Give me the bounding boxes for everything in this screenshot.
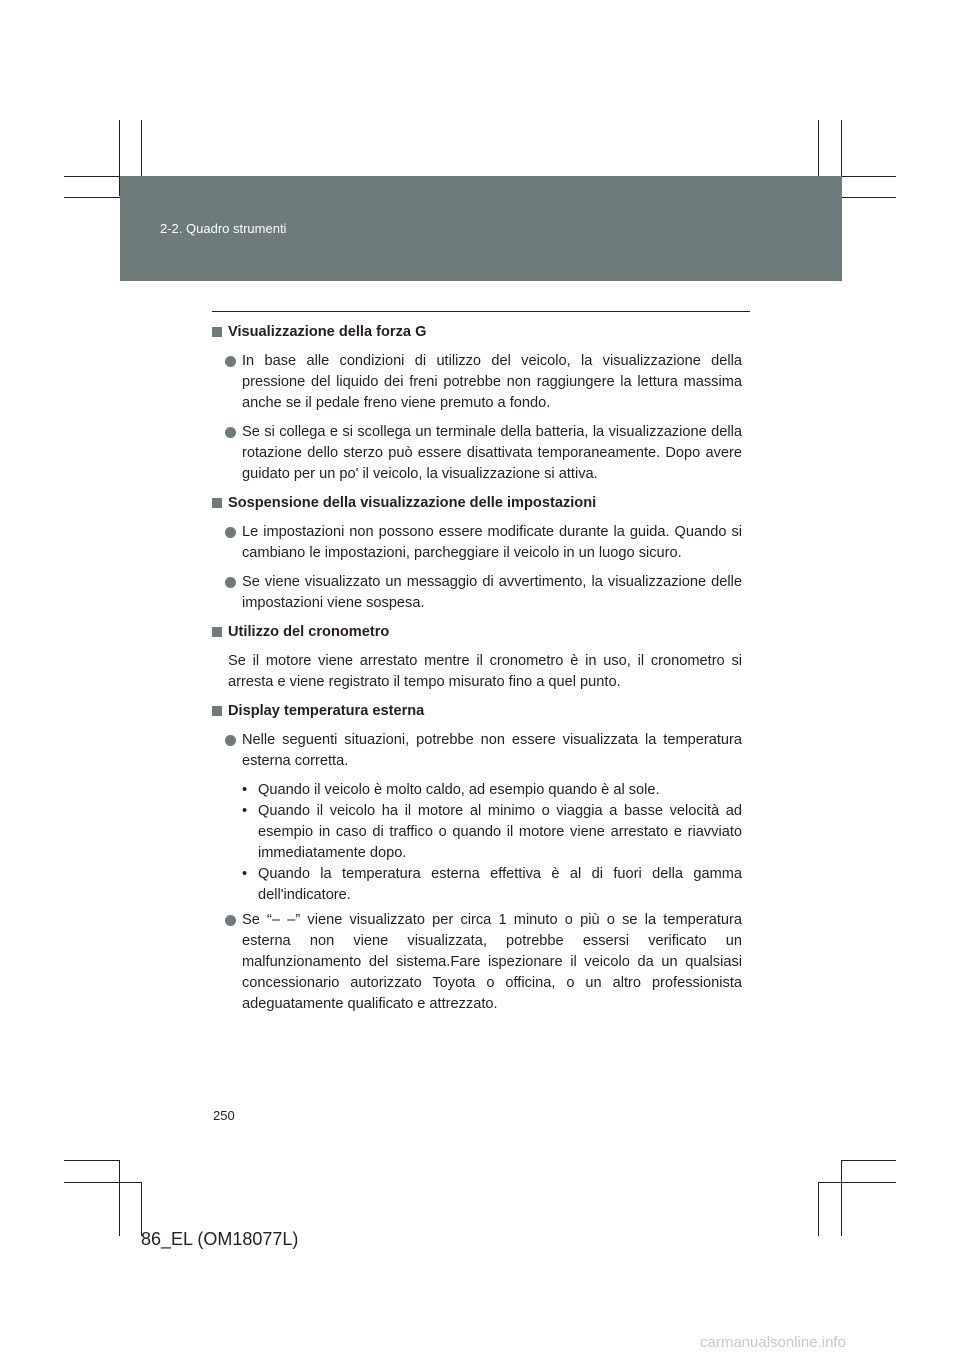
crop-mark: [119, 1160, 120, 1236]
small-dot-icon: •: [242, 803, 248, 819]
small-dot-icon: •: [242, 782, 248, 798]
circle-bullet-icon: [225, 356, 236, 367]
section-heading: [212, 622, 742, 643]
section-heading: [212, 322, 742, 343]
header-rule: [212, 311, 750, 312]
list-item: [212, 801, 742, 864]
bullet-item: [212, 730, 742, 772]
bullet-text: Se “– –” viene visualizzato per circa 1 minuto o più o se la temperatura esterna non viene visualizzata, potrebbe essersi verificato un malfunzionamento del sistema.Fare ispezionare il veicolo da un qualsiasi concessionario autorizzato Toyota o officina, o un altro professionista adeguatamente qualificato e attrezzato.: [242, 912, 742, 1012]
bullet-item: [212, 910, 742, 1015]
square-bullet-icon: [212, 327, 222, 337]
section-heading-text: Utilizzo del cronometro: [228, 624, 390, 640]
crop-mark: [818, 1182, 819, 1236]
section-heading-text: Visualizzazione della forza G: [228, 324, 427, 340]
bullet-text: In base alle condizioni di utilizzo del veicolo, la visualizzazione della pressione del liquido dei freni potrebbe non raggiungere la lettura massima anche se il pedale freno viene premuto a fondo.: [242, 353, 742, 411]
watermark: carmanualsonline.info: [700, 1334, 846, 1351]
crop-mark: [841, 1160, 896, 1161]
square-bullet-icon: [212, 498, 222, 508]
circle-bullet-icon: [225, 427, 236, 438]
list-item: [212, 864, 742, 906]
crop-mark: [64, 1160, 120, 1161]
section-paragraph: Se il motore viene arrestato mentre il cronometro è in uso, il cronometro si arresta e viene registrato il tempo misurato fino a quel punto.: [228, 653, 742, 690]
bullet-item: [212, 522, 742, 564]
crop-mark: [141, 1182, 142, 1236]
list-item-text: Quando la temperatura esterna effettiva è al di fuori della gamma dell'indicatore.: [258, 866, 742, 903]
circle-bullet-icon: [225, 735, 236, 746]
square-bullet-icon: [212, 706, 222, 716]
square-bullet-icon: [212, 627, 222, 637]
bullet-item: [212, 351, 742, 414]
bullet-text: Se viene visualizzato un messaggio di avvertimento, la visualizzazione delle impostazioni viene sospesa.: [242, 574, 742, 611]
bullet-text: Le impostazioni non possono essere modificate durante la guida. Quando si cambiano le impostazioni, parcheggiare il veicolo in un luogo sicuro.: [242, 524, 742, 561]
list-item-text: Quando il veicolo è molto caldo, ad esempio quando è al sole.: [258, 782, 660, 798]
bullet-text: Se si collega e si scollega un terminale della batteria, la visualizzazione della rotazione dello sterzo può essere disattivata temporaneamente. Dopo avere guidato per un po' il veicolo, la visualizzazione si attiva.: [242, 424, 742, 482]
list-item-text: Quando il veicolo ha il motore al minimo o viaggia a basse velocità ad esempio in caso di traffico o quando il motore viene arrestato e riavviato immediatamente dopo.: [258, 803, 742, 861]
crop-mark: [841, 1160, 842, 1236]
section-heading-text: Display temperatura esterna: [228, 703, 425, 719]
page-number: 250: [213, 1108, 235, 1123]
bullet-item: [212, 572, 742, 614]
sub-list: [212, 780, 742, 906]
circle-bullet-icon: [225, 527, 236, 538]
section-heading-text: Sospensione della visualizzazione delle impostazioni: [228, 495, 597, 511]
bullet-item: [212, 422, 742, 485]
small-dot-icon: •: [242, 866, 248, 882]
section-label: 2-2. Quadro strumenti: [160, 221, 287, 236]
section-heading: [212, 701, 742, 722]
content-area: [212, 322, 742, 1023]
list-item: [212, 780, 742, 801]
crop-mark: [64, 1182, 142, 1183]
circle-bullet-icon: [225, 577, 236, 588]
section-heading: [212, 493, 742, 514]
circle-bullet-icon: [225, 915, 236, 926]
bullet-text: Nelle seguenti situazioni, potrebbe non essere visualizzata la temperatura esterna corretta.: [242, 732, 742, 769]
crop-mark: [818, 1182, 896, 1183]
document-code: 86_EL (OM18077L): [141, 1229, 299, 1249]
